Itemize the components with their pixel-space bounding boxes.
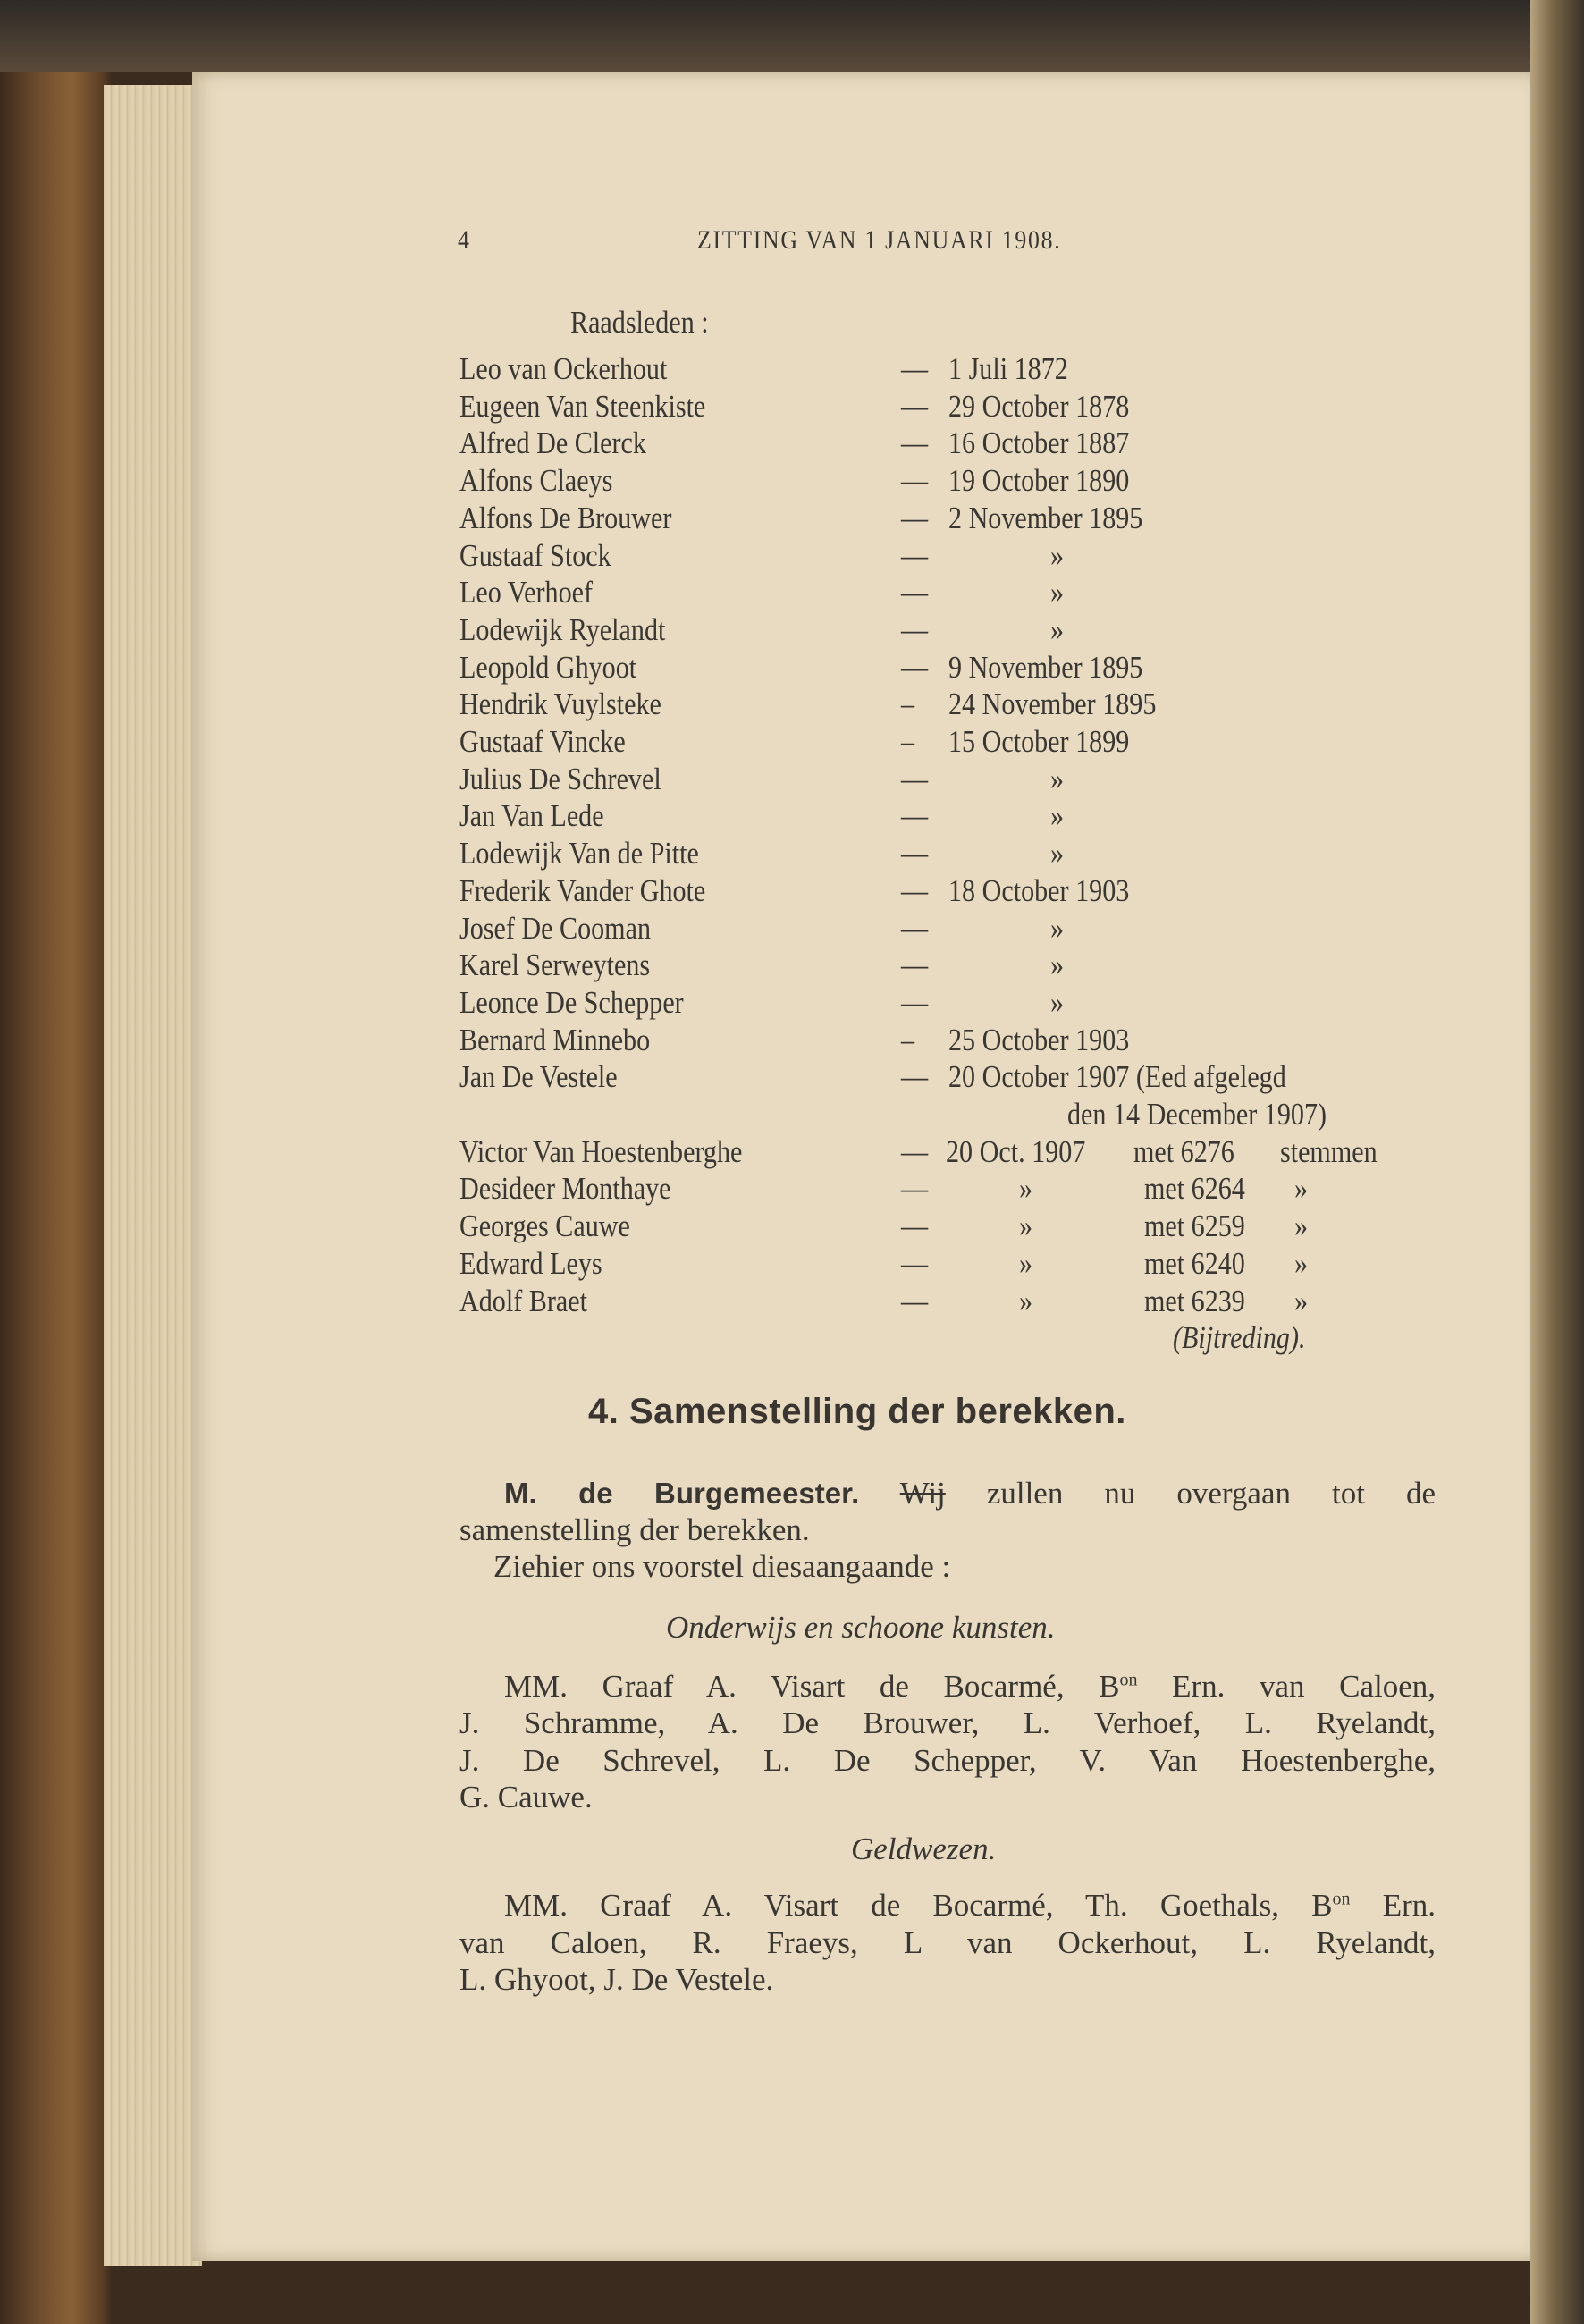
line-text: MM. Graaf A. Visart de Bocarmé, Th. Goethals, B	[504, 1888, 1333, 1923]
dash: —	[901, 649, 929, 685]
election-date: 20 Oct. 1907	[946, 1133, 1086, 1169]
member-name: Julius De Schrevel	[459, 761, 661, 796]
dash: —	[901, 984, 929, 1020]
speech-line-1	[504, 1475, 1436, 1512]
appointment-date: »	[1050, 537, 1065, 573]
committee-member-line	[459, 1924, 1436, 1962]
vote-count: met 6276	[1133, 1133, 1234, 1169]
line-text: van Caloen, R. Fraeys, L van Ockerhout, L. Ryelandt,	[459, 1925, 1436, 1960]
dash: –	[901, 686, 915, 722]
appointment-date: »	[1050, 984, 1065, 1020]
dash: —	[901, 1171, 929, 1207]
election-date: »	[1019, 1171, 1033, 1207]
dash: –	[901, 724, 915, 759]
dash: —	[901, 575, 929, 610]
line-text: Ern. van Caloen,	[1137, 1669, 1436, 1704]
dash: —	[901, 425, 929, 461]
appointment-date: 20 October 1907 (Eed afgelegd	[948, 1059, 1286, 1095]
speech-text: zullen nu overgaan tot de	[986, 1476, 1436, 1511]
member-name: Jan Van Lede	[459, 798, 604, 834]
election-date: »	[1019, 1208, 1033, 1244]
member-name: Leopold Ghyoot	[459, 649, 637, 685]
appointment-date: »	[1050, 611, 1065, 647]
member-name: Adolf Braet	[459, 1283, 587, 1318]
committee-title: Geldwezen.	[851, 1831, 997, 1866]
struck-word: Wij	[899, 1476, 946, 1511]
dash: —	[901, 463, 929, 499]
appointment-date: 19 October 1890	[948, 463, 1130, 499]
vote-count: met 6264	[1144, 1171, 1245, 1207]
dash: —	[901, 537, 929, 573]
dash: —	[901, 1245, 929, 1281]
member-name: Alfred De Clerck	[459, 425, 646, 461]
vote-count: met 6240	[1144, 1245, 1245, 1281]
vestele-continuation: den 14 December 1907)	[1067, 1097, 1327, 1132]
member-name: Alfons Claeys	[459, 463, 613, 499]
appointment-date: 25 October 1903	[948, 1022, 1130, 1057]
member-name: Alfons De Brouwer	[459, 500, 672, 535]
appointment-date: »	[1050, 910, 1065, 946]
line-text: G. Cauwe.	[459, 1780, 593, 1815]
dash: —	[901, 351, 929, 386]
member-name: Karel Serweytens	[459, 947, 651, 983]
member-name: Edward Leys	[459, 1245, 602, 1281]
dash: —	[901, 1133, 929, 1169]
vote-unit: »	[1294, 1208, 1309, 1244]
book-cover-top	[0, 0, 1584, 72]
vote-unit: »	[1294, 1171, 1309, 1207]
dash: —	[901, 836, 929, 872]
line-text: J. De Schrevel, L. De Schepper, V. Van Hoestenberghe,	[459, 1743, 1436, 1778]
election-date: »	[1019, 1283, 1033, 1318]
election-date: »	[1019, 1245, 1033, 1281]
appointment-date: »	[1050, 575, 1065, 610]
member-name: Josef De Cooman	[459, 910, 652, 946]
line-text: J. Schramme, A. De Brouwer, L. Verhoef, L. Ryelandt,	[459, 1705, 1436, 1740]
dash: —	[901, 611, 929, 647]
appointment-date: 2 November 1895	[948, 500, 1143, 535]
member-name: Frederik Vander Ghote	[459, 872, 706, 908]
appointment-date: »	[1050, 798, 1065, 834]
committee-member-line	[504, 1887, 1436, 1924]
running-title: ZITTING VAN 1 JANUARI 1908.	[697, 225, 1062, 255]
speaker-name: M. de Burgemeester.	[504, 1477, 860, 1510]
committee-title: Onderwijs en schoone kunsten.	[666, 1610, 1056, 1645]
member-name: Desideer Monthaye	[459, 1171, 671, 1207]
dash: —	[901, 388, 929, 424]
member-name: Lodewijk Van de Pitte	[459, 836, 699, 872]
dash: —	[901, 500, 929, 535]
committee-member-line	[459, 1742, 1436, 1780]
dash: —	[901, 798, 929, 834]
line-text: MM. Graaf A. Visart de Bocarmé, B	[504, 1669, 1120, 1704]
vote-unit: »	[1294, 1245, 1309, 1281]
section-label: Raadsleden :	[570, 305, 709, 340]
bijtreding-note: (Bijtreding).	[1173, 1320, 1306, 1355]
member-name: Leonce De Schepper	[459, 984, 684, 1020]
dash: —	[901, 1059, 929, 1095]
dash: —	[901, 1208, 929, 1244]
committee-member-line	[459, 1961, 1436, 1999]
appointment-date: 15 October 1899	[948, 724, 1130, 759]
appointment-date: »	[1050, 836, 1065, 872]
committee-member-line	[459, 1705, 1436, 1742]
page-edges	[104, 85, 202, 2266]
book-cover-right	[1530, 0, 1584, 2324]
member-name: Hendrik Vuylsteke	[459, 686, 661, 722]
superscript: on	[1332, 1889, 1351, 1909]
section-heading: 4. Samenstelling der berekken.	[588, 1392, 1126, 1431]
dash: —	[901, 1283, 929, 1318]
committee-member-line	[459, 1779, 1436, 1816]
line-text: L. Ghyoot, J. De Vestele.	[459, 1962, 774, 1997]
dash: –	[901, 1022, 915, 1057]
vote-count: met 6239	[1144, 1283, 1245, 1318]
member-name: Jan De Vestele	[459, 1059, 618, 1095]
dash: —	[901, 761, 929, 796]
speech-line-3: Ziehier ons voorstel diesaangaande :	[493, 1549, 951, 1584]
dash: —	[901, 872, 929, 908]
appointment-date: 16 October 1887	[948, 425, 1130, 461]
member-name: Georges Cauwe	[459, 1208, 630, 1244]
member-name: Leo van Ockerhout	[459, 351, 668, 386]
dash: —	[901, 910, 929, 946]
page-number: 4	[458, 225, 471, 255]
vote-unit: stemmen	[1280, 1133, 1378, 1169]
member-name: Leo Verhoef	[459, 575, 594, 610]
vote-count: met 6259	[1144, 1208, 1245, 1244]
member-name: Gustaaf Stock	[459, 537, 611, 573]
appointment-date: 29 October 1878	[948, 388, 1130, 424]
appointment-date: 1 Juli 1872	[948, 351, 1068, 386]
vote-unit: »	[1294, 1283, 1309, 1318]
member-name: Lodewijk Ryelandt	[459, 611, 666, 647]
appointment-date: 9 November 1895	[948, 649, 1143, 685]
committee-member-line	[504, 1668, 1436, 1705]
dash: —	[901, 947, 929, 983]
appointment-date: 24 November 1895	[948, 686, 1157, 722]
speech-line-2: samenstelling der berekken.	[459, 1512, 810, 1547]
appointment-date: »	[1050, 947, 1065, 983]
appointment-date: 18 October 1903	[948, 872, 1130, 908]
member-name: Bernard Minnebo	[459, 1022, 651, 1057]
member-name: Eugeen Van Steenkiste	[459, 388, 706, 424]
appointment-date: »	[1050, 761, 1065, 796]
member-name: Victor Van Hoestenberghe	[459, 1133, 743, 1169]
line-text: Ern.	[1350, 1888, 1436, 1923]
member-name: Gustaaf Vincke	[459, 724, 626, 759]
superscript: on	[1119, 1670, 1138, 1690]
